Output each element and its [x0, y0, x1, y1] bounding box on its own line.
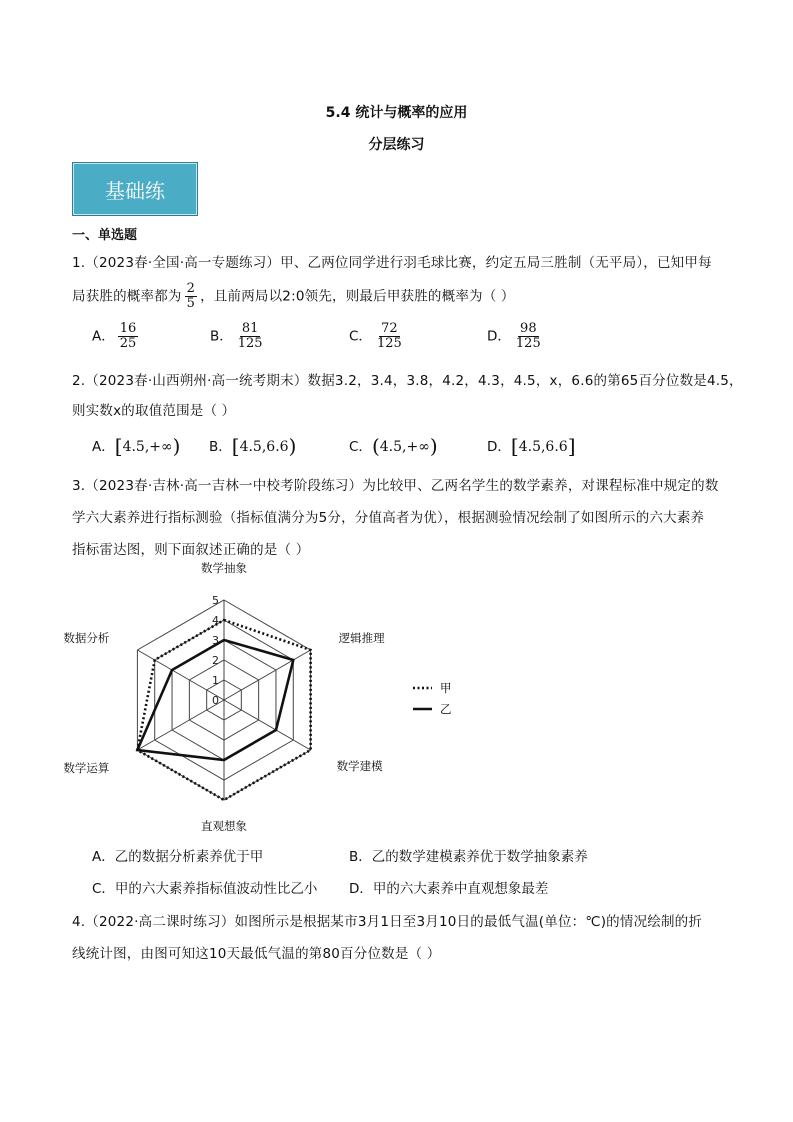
interval-body: 4.5,6.6	[518, 439, 568, 455]
q3-option-b[interactable]: B．乙的数学建模素养优于数学抽象素养	[349, 849, 588, 865]
axis-label: 直观想象	[201, 819, 247, 833]
q1-option-b[interactable]	[210, 322, 268, 351]
tick-label: 4	[212, 614, 219, 627]
axis-label: 数据分析	[63, 631, 110, 645]
option-num: 16	[119, 321, 137, 336]
q3-stem-line1: 3.（2023春·吉林·高一吉林一中校考阶段练习）为比较甲、乙两名学生的数学素养，对课程标准中规定的数	[72, 478, 719, 494]
option-label: B．	[209, 439, 232, 455]
q3-stem-line2: 学六大素养进行指标测验（指标值满分为5分，分值高者为优），根据测验情况绘制了如图所示的六大素养	[72, 510, 705, 526]
q4-stem-line2: 线统计图，由图可知这10天最低气温的第80百分位数是（ ）	[72, 946, 441, 962]
q1-option-a[interactable]	[92, 322, 141, 351]
q3-stem-line3: 指标雷达图，则下面叙述正确的是（ ）	[72, 542, 310, 558]
section-heading: 一、单选题	[72, 228, 138, 243]
bracket-open: [	[114, 434, 123, 458]
interval-body: 4.5,6.6	[239, 439, 289, 455]
q1-frac-den: 5	[186, 296, 196, 311]
option-num: 72	[381, 321, 398, 336]
tick-label: 0	[212, 694, 219, 707]
q2-stem-line1: 2.（2023春·山西朔州·高一统考期末）数据3.2，3.4，3.8，4.2，4.3，4.5，x，6.6的第65百分位数是4.5，	[72, 373, 743, 389]
q3-option-c[interactable]: C．甲的六大素养指标值波动性比乙小	[92, 881, 318, 897]
bracket-close: )	[172, 434, 181, 458]
option-num: 81	[241, 321, 259, 336]
interval-body: 4.5,+∞	[379, 439, 430, 455]
tick-label: 3	[212, 634, 219, 647]
q1-option-d[interactable]	[487, 322, 546, 351]
bracket-close: ]	[567, 434, 576, 458]
q3-option-a[interactable]: A．乙的数据分析素养优于甲	[92, 849, 264, 865]
q3-option-d[interactable]: D．甲的六大素养中直观想象最差	[349, 881, 549, 897]
option-label: B．	[210, 328, 233, 345]
q2-option-b[interactable]	[209, 434, 296, 458]
legend-label-jia: 甲	[440, 681, 452, 695]
grid-spoke	[137, 700, 224, 750]
legend-label-yi: 乙	[440, 702, 452, 716]
axis-label: 数学建模	[336, 759, 383, 773]
section-badge: 基础练	[72, 162, 198, 216]
q1-stem-line2	[72, 282, 515, 311]
q1-option-c[interactable]	[349, 322, 407, 351]
option-den: 25	[119, 336, 137, 351]
option-den: 125	[515, 336, 541, 351]
bracket-open: [	[510, 434, 519, 458]
page-title: 5.4 统计与概率的应用	[325, 105, 468, 121]
option-den: 125	[376, 336, 402, 351]
bracket-close: )	[429, 434, 438, 458]
q1-stem-line1: 1.（2023春·全国·高一专题练习）甲、乙两位同学进行羽毛球比赛，约定五局三胜制（无平局），已知甲每	[72, 255, 712, 271]
option-label: A．	[92, 439, 115, 455]
q1-stem-post: ，且前两局以2:0领先，则最后甲获胜的概率为（ ）	[200, 288, 515, 305]
q2-option-a[interactable]	[92, 434, 180, 458]
grid-spoke	[224, 650, 311, 700]
q1-stem-pre: 局获胜的概率都为	[72, 288, 182, 305]
option-num: 98	[520, 321, 537, 336]
tick-label: 5	[212, 594, 219, 607]
grid-spoke	[224, 700, 311, 750]
page-subtitle: 分层练习	[368, 137, 425, 153]
interval-body: 4.5,+∞	[122, 439, 173, 455]
q1-fraction	[185, 282, 197, 311]
option-label: D．	[487, 328, 511, 345]
option-label: C．	[349, 439, 372, 455]
bracket-open: [	[231, 434, 240, 458]
option-den: 125	[237, 336, 263, 351]
grid-spoke	[137, 650, 224, 700]
bracket-close: )	[288, 434, 297, 458]
axis-label: 数学抽象	[201, 561, 247, 575]
radar-chart	[63, 561, 480, 833]
q2-option-d[interactable]	[487, 434, 576, 458]
bracket-open: (	[371, 434, 380, 458]
option-label: A．	[92, 328, 115, 345]
tick-label: 2	[212, 654, 219, 667]
option-label: D．	[487, 439, 511, 455]
axis-label: 逻辑推理	[338, 631, 385, 645]
q2-option-c[interactable]	[349, 434, 438, 458]
q4-stem-line1: 4.（2022·高二课时练习）如图所示是根据某市3月1日至3月10日的最低气温(单位：℃)的情况绘制的折	[72, 914, 703, 930]
q1-frac-num: 2	[186, 281, 196, 296]
q2-stem-line2: 则实数x的取值范围是（ ）	[72, 403, 236, 419]
axis-label: 数学运算	[63, 761, 110, 775]
option-label: C．	[349, 328, 372, 345]
tick-label: 1	[212, 674, 219, 687]
radar-tick-labels	[212, 594, 219, 707]
